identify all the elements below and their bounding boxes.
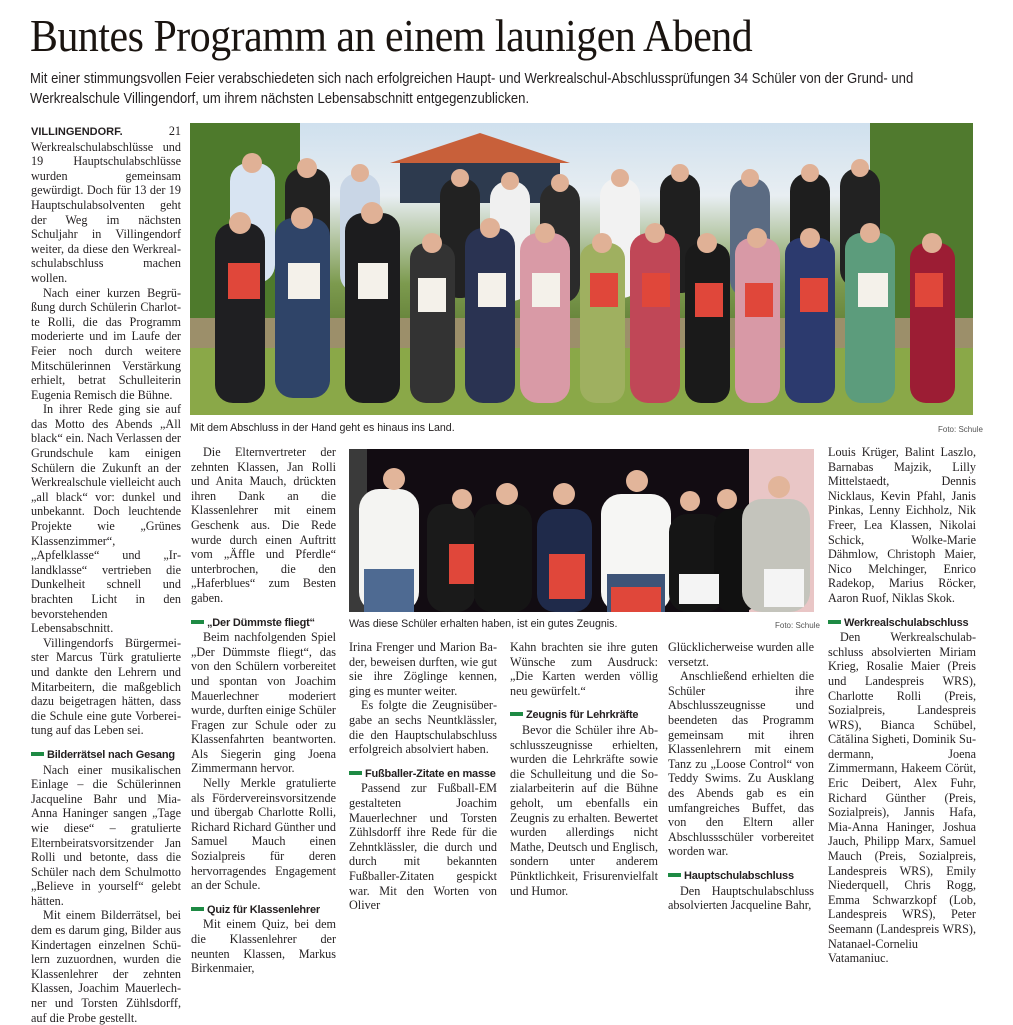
subheading bbox=[510, 708, 658, 723]
subheading-text: Bilderrätsel nach Gesang bbox=[47, 748, 175, 761]
paragraph: Irina Frenger und Marion Bader, beweisen durften, wie gut sie ihre Zöglinge kennen, ging es munter weiter. bbox=[349, 640, 497, 698]
subheading-text: Fußballer-Zitate en masse bbox=[365, 767, 496, 780]
green-bar-icon bbox=[31, 752, 44, 756]
subheading bbox=[191, 903, 336, 918]
article-column-6 bbox=[828, 445, 976, 966]
paragraph: Passend zur Fußball-EM gestalteten Joachim Mauerlechner und Torsten Zühlsdorff ihre Rede für die Zehntklässler, die durch und durch mit bekannten Fußballer-Zitaten gespickt war. Mit den Worten von Oliver bbox=[349, 781, 497, 913]
paragraph: Es folgte die Zeugnisübergabe an sechs Neuntklässler, die den Hauptschulabschluss erfolgreich absolviert haben. bbox=[349, 698, 497, 757]
paragraph: Mit einem Quiz, bei dem die Klassenlehrer der neunten Klassen, Markus Birkenmaier, bbox=[191, 917, 336, 976]
paragraph: Nach einer kurzen Begrüßung durch Schülerin Charlotte Rolli, die das Programm moderierte und im Laufe der Feier noch durch weitere Mitschülerinnen Verstärkung erhielt, betrat Schulleiterin Eugenia Remisch die Bühne. bbox=[31, 285, 181, 402]
stage-photo-credit: Foto: Schule bbox=[775, 621, 820, 630]
article-column-2 bbox=[191, 445, 336, 976]
paragraph: Den Werkrealschulabschluss absolvierten Miriam Krieg, Rosalie Maier (Preis und Landespreis WRS), Charlotte Rolli (Preis, Sozialpreis, Landespreis WRS), Bianca Schübel, Cătălina Sigheti, Dominik Sudermann, Joena Zimmermann, Hakeem Cörüt, Eric Deibert, Alex Fuhr, Richard Günther (Preis, Sozialpreis), Jannis Hafa, Mia-Anna Haninger, Joshua Jauch, Philipp Marx, Samuel Mauch (Preis, Sozialpreis, Landespreis WRS), Emily Niederquell, Chris Rogg, Emma Schwarzkopf (Lob, Landespreis WRS), Peter Seemann (Landespreis WRS), Natanael-Corneliu Vatamaniuc. bbox=[828, 630, 976, 966]
green-bar-icon bbox=[191, 907, 204, 911]
subheading-text: Zeugnis für Lehrkräfte bbox=[526, 709, 639, 722]
green-bar-icon bbox=[191, 620, 204, 624]
main-photo bbox=[190, 123, 973, 415]
paragraph: Louis Krüger, Balint Laszlo, Barnabas Majzik, Lilly Mittelstaedt, Dennis Nicklaus, Kevin Pfahl, Janis Pinkas, Lenny Eichholz, Nik Freer, Lea Klassen, Nikolai Schick, Wolke-Marie Dähmlow, Christoph Maier, Nico Melchinger, Enrico Radekop, Marius Röcker, Aaron Ruof, Niklas Skok. bbox=[828, 445, 976, 605]
main-photo-caption: Mit dem Abschluss in der Hand geht es hinaus ins Land. bbox=[190, 422, 455, 434]
headline: Buntes Programm an einem launigen Abend bbox=[30, 11, 753, 61]
paragraph: Glücklicherweise wurden alle versetzt. bbox=[668, 640, 814, 669]
subheading-text: „Der Dümmste fliegt“ bbox=[207, 616, 315, 629]
paragraph: Villingendorfs Bürgermeister Marcus Türk gratulierte und dankte den Lehrern und Mitarbeitern, die maßgeblich dazu beigetragen hätten, dass die Schule eine gute Vorbereitung auf das Leben sei. bbox=[31, 635, 181, 738]
article-column-4 bbox=[510, 640, 658, 898]
paragraph: Nach einer musikalischen Einlage – die Schülerinnen Jacqueline Bahr und Mia-Anna Haninger sangen „Tage wie diese“ – gratulierte Elternbeiratsvorsitzender Jan Rolli und betonte, dass die Schüler nach dem Schulmotto „Believe in yourself“ gelebt hätten. bbox=[31, 762, 181, 908]
main-photo-credit: Foto: Schule bbox=[938, 425, 983, 434]
green-bar-icon bbox=[349, 771, 362, 775]
green-bar-icon bbox=[510, 712, 523, 716]
group-photo-illustration bbox=[190, 123, 973, 415]
subheading-text: Quiz für Klassenlehrer bbox=[207, 903, 320, 916]
paragraph: Beim nachfolgenden Spiel „Der Dümmste fliegt“, das von den Schülern vorbereitet und spontan von Joachim Mauerlechner moderiert wurde, durften einige Schüler Fragen zur Schule oder zu Klassenfahrten beantworten. Als Siegerin ging Joena Zimmermann hervor. bbox=[191, 630, 336, 776]
paragraph: Bevor die Schüler ihre Abschlusszeugnisse erhielten, wurden die Lehrkräfte sowie die Schulleitung und die Sozialarbeiterin auf die Bühne geholt, um ebenfalls ein Zeugnis zu erhalten. Bewertet wurden allerdings nicht Mathe, Deutsch und Englisch, sondern unter anderem Pünktlichkeit, Frisurenvielfalt und Humor. bbox=[510, 722, 658, 898]
paragraph: Nelly Merkle gratulierte als Fördervereinsvorsitzende und übergab Charlotte Rolli, Richard Richard Günther und Samuel Mauch einen Sozialpreis für deren hervorragendes Engagement an der Schule. bbox=[191, 776, 336, 893]
heads bbox=[229, 153, 942, 253]
stage-photo-illustration bbox=[349, 449, 814, 612]
lead-paragraph: Mit einer stimmungsvollen Feier verabschiedeten sich nach erfolgreichen Haupt- und Werkrealschul-Abschlussprüfungen 34 Schüler von der Grund- und Werkrealschule Villingendorf, um ihrem nächsten Lebensabschnitt entgegenzublicken. bbox=[30, 71, 914, 107]
subheading bbox=[828, 616, 976, 631]
subheading bbox=[191, 616, 336, 631]
paragraph-text: 21 Werkrealschulabschlüsse und 19 Hauptschulabschlüsse wurden gemeinsam gewürdigt. Doch für 13 der 19 Hauptschulabsolventen geht der Weg im nächsten Schuljahr in Villingendorf weiter, da diese den Werkrealschulabschluss machen wollen. bbox=[31, 124, 181, 285]
stage-photo-caption: Was diese Schüler erhalten haben, ist ein gutes Zeugnis. bbox=[349, 618, 618, 630]
article-column-1 bbox=[31, 124, 181, 1025]
subheading bbox=[31, 748, 181, 763]
green-bar-icon bbox=[668, 873, 681, 877]
green-bar-icon bbox=[828, 620, 841, 624]
dateline: VILLINGENDORF. bbox=[31, 126, 123, 138]
roof bbox=[390, 133, 570, 163]
subheading bbox=[349, 767, 497, 782]
paragraph: Anschließend erhielten die Schüler ihre Abschlusszeugnisse und beendeten das Programm gemeinsam mit ihren Klassenlehrern mit einem Tanz zu „Loose Control“ von Teddy Swims. Zu Ausklang des Abends gab es ein umfangreiches Buffet, das von den Eltern aller Abschlussschüler vorbereitet worden war. bbox=[668, 669, 814, 859]
paragraph: Mit einem Bilderrätsel, bei dem es darum ging, Bilder aus Kindertagen einzelnen Schülern zuzuordnen, wurden die Klassenlehrer der zehnten Klassen, Joachim Mauerlechner und Torsten Zühlsdorff, auf die Probe gestellt. bbox=[31, 908, 181, 1025]
paragraph: Kahn brachten sie ihre guten Wünsche zum Ausdruck: „Die Karten werden völlig neu gewürfelt.“ bbox=[510, 640, 658, 698]
subheading-text: Hauptschulabschluss bbox=[684, 869, 794, 882]
paragraph: In ihrer Rede ging sie auf das Motto des Abends „All black“ ein. Nach Verlassen der Grundschule kam einigen Schülern die Zukunft an der Werkrealschule vielleicht auch „all black“ vor: dunkel und unbekannt. Doch leuchtende Projekte wie „Grünes Klassenzimmer“, „Apfelklasse“ und „Irlandklasse“ vertrieben die Dunkelheit schnell und brachten Licht in den bevorstehenden Lebensabschnitt. bbox=[31, 402, 181, 636]
subheading-text: Werkrealschulabschluss bbox=[844, 616, 969, 629]
subheading bbox=[668, 869, 814, 884]
paragraph bbox=[31, 124, 181, 286]
paragraph: Die Elternvertreter der zehnten Klassen, Jan Rolli und Anita Mauch, drückten ihren Dank an die Klassenlehrer mit einem Geschenk aus. Die Rede wurde durch einen Auftritt vom „Äffle und Pferdle“ unterbrochen, die den „Haferblues“ zum Besten gaben. bbox=[191, 445, 336, 605]
stage-photo bbox=[349, 449, 814, 612]
paragraph: Den Hauptschulabschluss absolvierten Jacqueline Bahr, bbox=[668, 883, 814, 913]
